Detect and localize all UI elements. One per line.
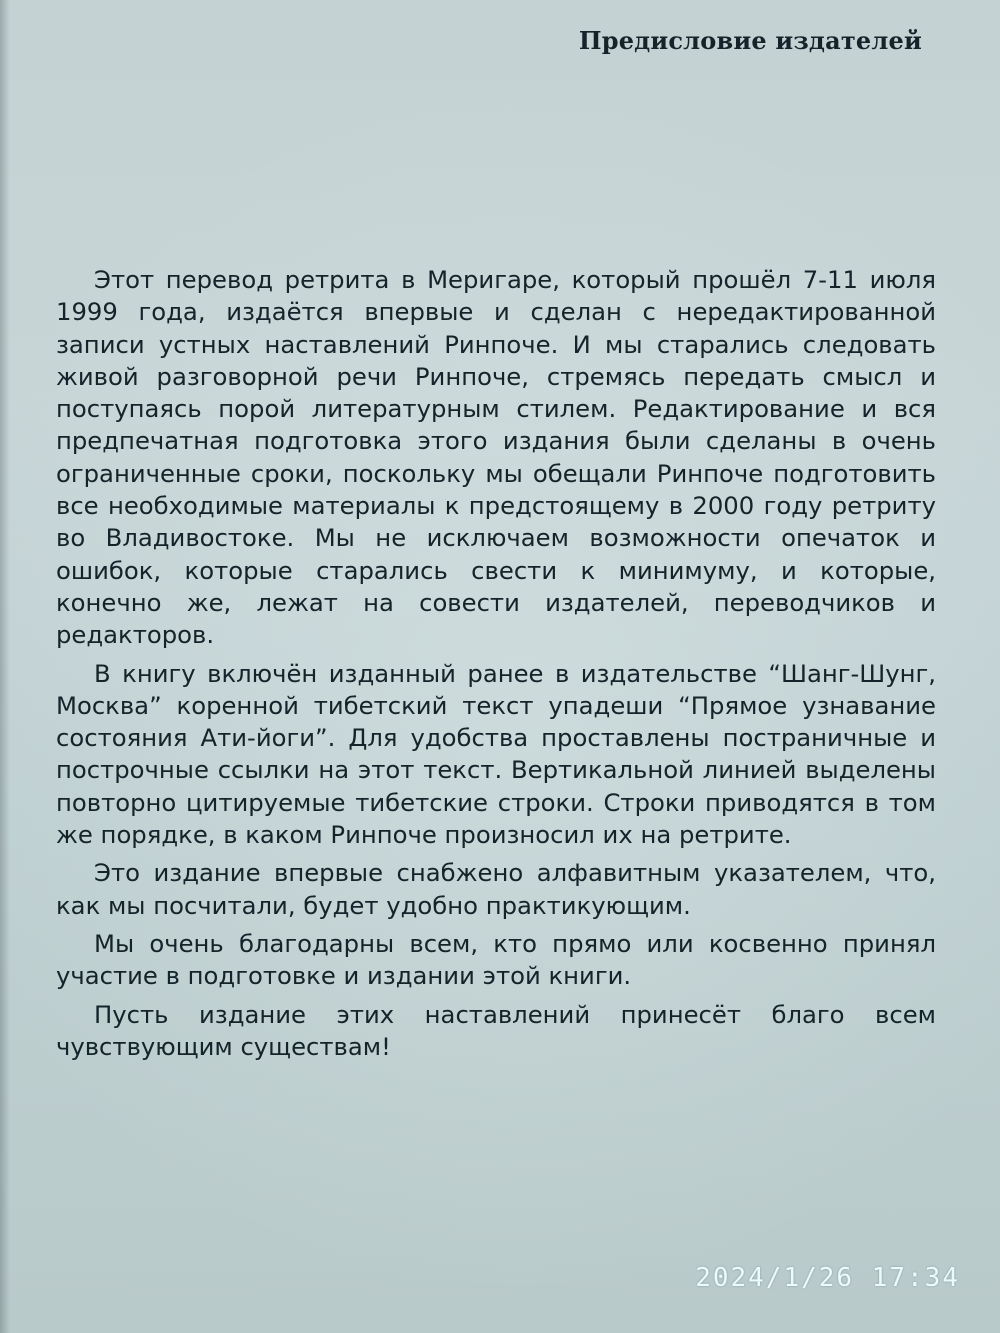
paragraph: В книгу включён изданный ранее в издательстве “Шанг-Шунг, Москва” коренной тибетский текст упадеши “Прямое узнавание состояния Ати-йоги”. Для удобства проставлены постраничные и построчные ссылки на этот текст. Вертикальной линией выделены повторно цитируемые тибетские строки. Строки приводятся в том же порядке, в каком Ринпоче произносил их на ретрите. [56,658,936,850]
page-title: Предисловие издателей [578,26,922,55]
paragraph: Это издание впервые снабжено алфавитным указателем, что, как мы посчитали, будет удобно практикующим. [56,858,936,920]
paragraph: Этот перевод ретрита в Меригаре, который прошёл 7-11 июля 1999 года, издаётся впервые и сделан с нередактированной записи устных наставлений Ринпоче. И мы старались следовать живой разговорной речи Ринпоче, стремясь передать смысл и поступаясь порой литературным стилем. Редактирование и вся предпечатная подготовка этого издания были сделаны в очень ограниченные сроки, поскольку мы обещали Ринпоче подготовить все необходимые материалы к предстоящему в 2000 году ретриту во Владивостоке. Мы не исключаем возможности опечаток и ошибок, которые старались свести к минимуму, и которые, конечно же, лежат на совести издателей, переводчиков и редакторов. [56,265,936,650]
page-left-edge [0,0,10,1333]
paragraph: Мы очень благодарны всем, кто прямо или косвенно принял участие в подготовке и издании этой книги. [56,928,936,991]
photo-timestamp: 2024/1/26 17:34 [695,1263,960,1293]
preface-text [56,264,936,1069]
paragraph: Пусть издание этих наставлений принесёт благо всем чувствующим существам! [56,999,936,1061]
